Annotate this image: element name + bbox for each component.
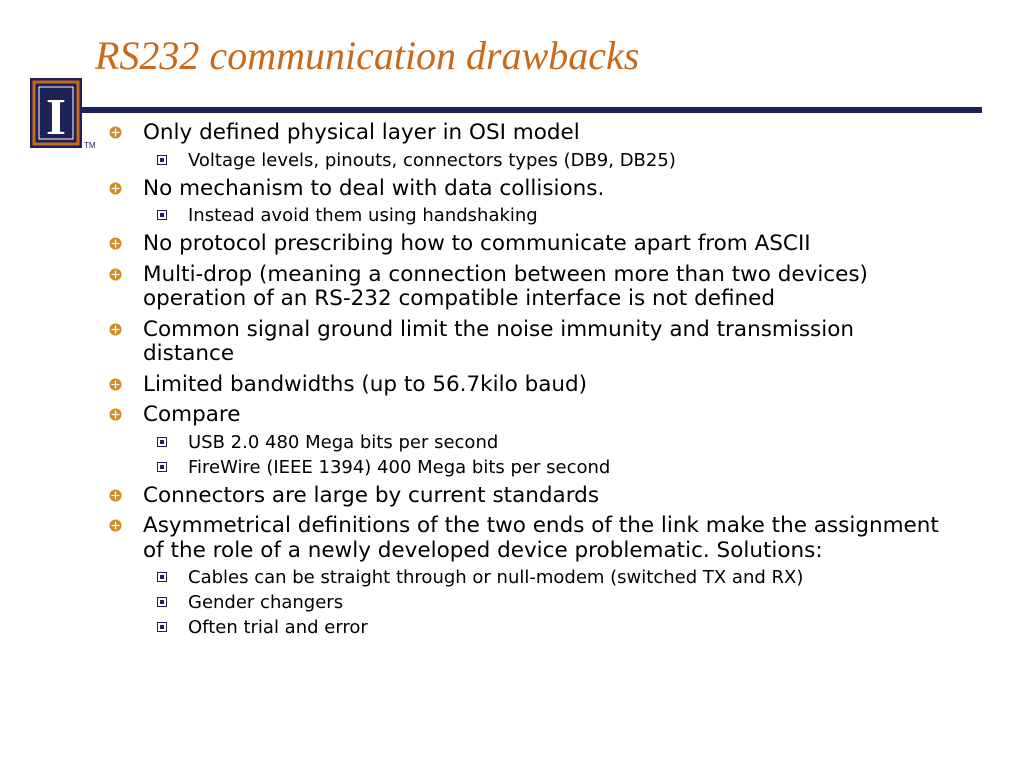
bullet-item xyxy=(107,484,947,509)
sub-bullet-item xyxy=(107,432,947,453)
square-bullet-icon xyxy=(157,155,167,165)
sub-bullet-item xyxy=(107,205,947,226)
title-rule xyxy=(30,107,982,113)
bullet-text: Compare xyxy=(143,402,241,427)
sub-bullet-text: USB 2.0 480 Mega bits per second xyxy=(188,431,499,453)
bullet-item xyxy=(107,232,947,257)
square-bullet-icon xyxy=(157,597,167,607)
sub-bullet-text: Often trial and error xyxy=(188,617,368,638)
sub-bullet-text: Voltage levels, pinouts, connectors types (DB9, DB25) xyxy=(188,149,676,171)
square-bullet-icon xyxy=(157,572,167,582)
sub-bullet-text: FireWire (IEEE 1394) 400 Mega bits per second xyxy=(188,456,611,478)
square-bullet-icon xyxy=(157,622,167,632)
circle-bullet-icon xyxy=(109,126,122,139)
sub-bullet-item xyxy=(107,150,947,171)
bullet-item xyxy=(107,263,947,312)
bullet-text: Only defined physical layer in OSI model xyxy=(143,120,580,145)
bullet-item xyxy=(107,121,947,146)
sub-bullet-text: Cables can be straight through or null-modem (switched TX and RX) xyxy=(188,567,804,588)
bullet-text: Connectors are large by current standards xyxy=(143,482,600,508)
square-bullet-icon xyxy=(157,437,167,447)
bullet-item xyxy=(107,373,947,398)
bullet-text: Limited bandwidths (up to 56.7kilo baud) xyxy=(143,371,588,397)
bullet-text: Multi-drop (meaning a connection between more than two devices) operation of an RS-232 compatible interface is not defined xyxy=(143,261,868,311)
sub-bullet-item xyxy=(107,567,947,588)
sub-bullet-item xyxy=(107,617,947,638)
circle-bullet-icon xyxy=(109,408,122,421)
sub-bullet-text: Instead avoid them using handshaking xyxy=(188,205,538,226)
circle-bullet-icon xyxy=(109,489,122,502)
trademark-mark: TM xyxy=(84,141,96,150)
bullet-item xyxy=(107,318,947,367)
circle-bullet-icon xyxy=(109,182,122,195)
university-logo xyxy=(30,78,82,148)
bullet-text: No protocol prescribing how to communicate apart from ASCII xyxy=(143,231,811,256)
bullet-text: No mechanism to deal with data collisions. xyxy=(143,175,605,201)
bullet-item xyxy=(107,403,947,428)
logo-letter: I xyxy=(45,89,67,146)
circle-bullet-icon xyxy=(109,378,122,391)
circle-bullet-icon xyxy=(109,519,122,532)
block-i-icon xyxy=(30,78,82,148)
bullet-list xyxy=(107,121,947,644)
circle-bullet-icon xyxy=(109,268,122,281)
sub-bullet-item xyxy=(107,592,947,613)
circle-bullet-icon xyxy=(109,323,122,336)
sub-bullet-item xyxy=(107,457,947,478)
bullet-item xyxy=(107,177,947,202)
circle-bullet-icon xyxy=(109,237,122,250)
square-bullet-icon xyxy=(157,462,167,472)
sub-bullet-text: Gender changers xyxy=(188,592,344,613)
bullet-text: Common signal ground limit the noise immunity and transmission distance xyxy=(143,316,854,366)
bullet-item xyxy=(107,514,947,563)
slide-title: RS232 communication drawbacks xyxy=(95,33,640,78)
bullet-text: Asymmetrical definitions of the two ends of the link make the assignment of the role of a newly developed device problematic. Solutions: xyxy=(143,513,939,563)
square-bullet-icon xyxy=(157,210,167,220)
